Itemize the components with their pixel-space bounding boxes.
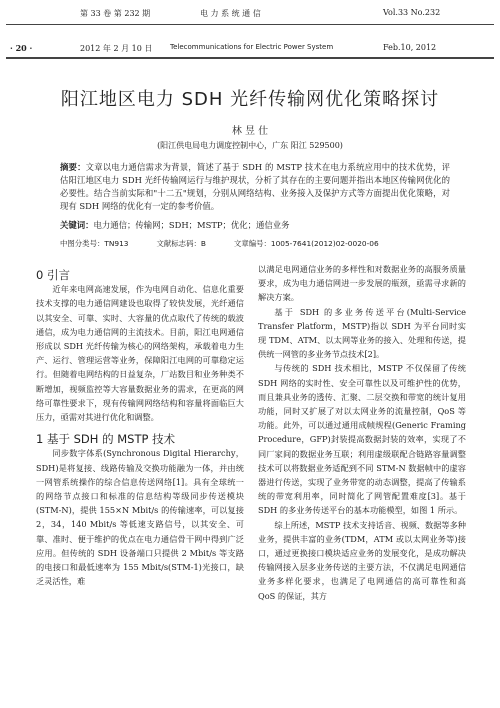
page-number: · 20 · bbox=[10, 43, 33, 53]
section-1-heading: 1 基于 SDH 的 MSTP 技术 bbox=[36, 432, 176, 447]
right-paragraph-2: 基于 SDH 的多业务传送平台(Multi-Service Transfer Platform，MSTP)指以 SDH 为平台同时实现 TDM、ATM、以太网等业务的接入、处理和传送，提供统一网管的多业务节点技术[2]。 bbox=[258, 306, 466, 360]
header-rule-bottom bbox=[6, 57, 494, 59]
journal-header bbox=[0, 0, 500, 56]
keywords-label: 关键词： bbox=[60, 220, 94, 230]
keywords-text: 电力通信；传输网；SDH；MSTP；优化；通信业务 bbox=[93, 220, 290, 230]
volume-cn: 第 33 卷 第 232 期 bbox=[80, 9, 151, 18]
keywords bbox=[60, 219, 450, 231]
abstract bbox=[60, 161, 450, 213]
right-paragraph-1: 以满足电网通信业务的多样性和对数据业务的高服务质量要求，成为电力通信网进一步发展的瓶颈，亟需寻求新的解决方案。 bbox=[258, 264, 466, 303]
section-1-paragraph: 同步数字体系(Synchronous Digital Hierarchy，SDH)是将复接、线路传输及交换功能融为一体，并由统一网管系统操作的综合信息传送网络[1]。具有全球统一的网络节点接口和标准的信息结构等级同步传送模块(STM-N)，提供 155×N Mbit/s 的传输速率，可以复接 2，34，140 Mbit/s 等低速支路信号，以其安全、可靠、准时、便于维护的优点在电力通信骨干网中得到广泛应用。但传统的 SDH 设备端口只提供 2 Mbit/s 等支路的电接口和最低速率为 155 Mbit/s(STM-1)光接口，缺乏灵活性，难 bbox=[36, 448, 244, 587]
date-en: Feb.10, 2012 bbox=[383, 43, 437, 52]
journal-name-en: Telecommunications for Electric Power System bbox=[170, 43, 334, 51]
abstract-text: 文章以电力通信需求为背景，简述了基于 SDH 的 MSTP 技术在电力系统应用中的技术优势，评估阳江地区电力 SDH 光纤传输网运行与维护现状，分析了其存在的主要问题并指出本地区传输网优化的必要性。结合当前实际和"十二五"规划，分别从网络结构、业务接入及保护方式等方面提出优化策略，对现有 SDH 网络的优化有一定的参考价值。 bbox=[60, 162, 450, 211]
right-paragraph-3: 与传统的 SDH 技术相比，MSTP 不仅保留了传统 SDH 网络的实时性、安全可靠性以及可维护性的优势，而且兼具业务的透传、汇聚、二层交换和带宽的统计复用功能，同时又扩展了对以太网业务的流量控制，QoS 等功能。此外，可以通过通用成帧规程(Generic Framing Procedure，GFP)封装提高数据封装的效率，实现了不同厂家间的数据业务互联；利用虚级联配合链路容量调整技术可以将数据业务适配到不同 STM-N 数据帧中的虚容器进行传送，实现了业务带宽的动态调整，提高了传输系统的带宽利用率，同时简化了网管配置难度[3]。基于 SDH 的多业务传送平台的基本功能模型，如图 1 所示。 bbox=[258, 363, 466, 516]
clc-number: 中图分类号：TN913 bbox=[60, 239, 129, 248]
section-0-paragraph: 近年来电网高速发展，作为电网自动化、信息化重要技术支撑的电力通信网建设也取得了较快发展，光纤通信以其安全、可靠、实时、大容量的优点取代了传统的载波通信，成为电力通信网的主流技术。目前，阳江电网通信形成以 SDH 光纤传输为核心的网络架构，承载着电力生产、运行、管理运营等业务，保障阳江电网的可靠稳定运行。但随着电网结构的日益复杂，厂站数目和业务种类不断增加，视频监控等大容量数据业务的需求，在更高的网络可靠性要求下，现有传输网网络结构和容量将面临巨大压力，亟需对其进行优化和调整。 bbox=[36, 284, 244, 423]
right-paragraph-4: 综上所述，MSTP 技术支持话音、视频、数据等多种业务，提供丰富的业务(TDM，ATM 或以太网业务等)接口，通过更换接口模块适应业务的发展变化，是成功解决传输网接入层多业务传送的主要方法，不仅满足电网通信业务多样化要求，也满足了电网通信的高可靠性和高 QoS 的保证，其方 bbox=[258, 519, 466, 601]
header-rule-top bbox=[6, 24, 494, 25]
journal-name-cn: 电 力 系 统 通 信 bbox=[200, 9, 261, 18]
paper-title: 阳江地区电力 SDH 光纤传输网优化策略探讨 bbox=[60, 89, 440, 110]
classification-line bbox=[60, 238, 450, 249]
right-column bbox=[258, 262, 466, 603]
author: 林 昱 仕 bbox=[231, 126, 269, 137]
section-0-heading: 0 引言 bbox=[36, 268, 70, 282]
affiliation: (阳江供电局电力调度控制中心，广东 阳江 529500) bbox=[157, 141, 343, 150]
abstract-label: 摘要： bbox=[60, 162, 86, 172]
document-code: 文献标志码：B bbox=[156, 239, 206, 248]
left-column bbox=[36, 268, 244, 588]
date-cn: 2012 年 2 月 10 日 bbox=[80, 44, 153, 53]
article-number: 文章编号：1005-7641(2012)02-0020-06 bbox=[233, 239, 379, 248]
volume-en: Vol.33 No.232 bbox=[383, 8, 441, 17]
